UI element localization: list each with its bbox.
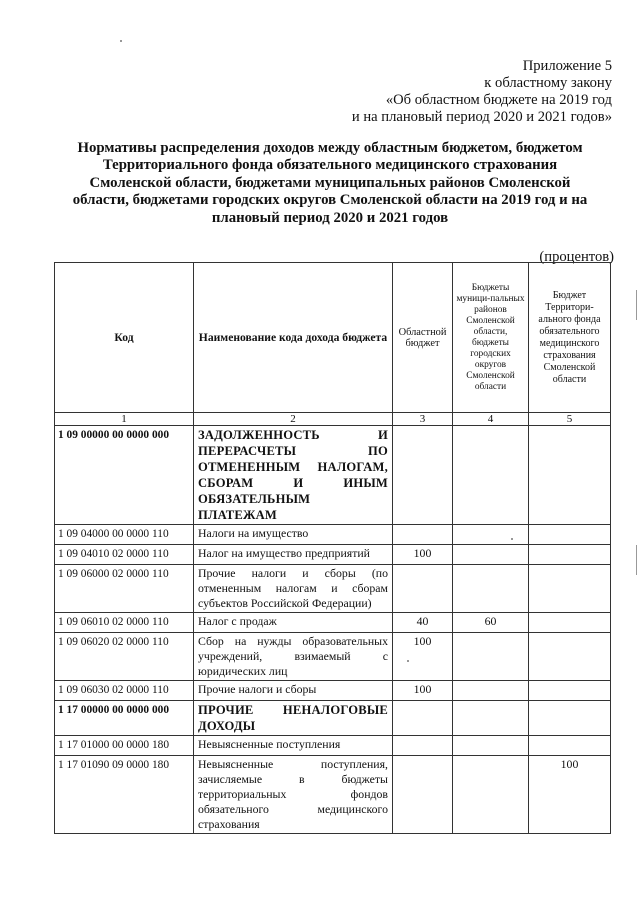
row-regional-value: 100 — [393, 681, 453, 701]
row-municipal-value — [453, 525, 529, 545]
appendix-line-3: «Об областном бюджете на 2019 год — [385, 92, 612, 108]
scan-speck — [120, 40, 122, 42]
column-number: 2 — [194, 413, 393, 426]
row-regional-value: 40 — [393, 613, 453, 633]
row-regional-value: 100 — [393, 545, 453, 565]
row-name: ЗАДОЛЖЕННОСТЬ И ПЕРЕРАСЧЕТЫ ПО ОТМЕНЕННЫМ НАЛОГАМ, СБОРАМ И ИНЫМ ОБЯЗАТЕЛЬНЫМ ПЛАТЕЖАМ — [194, 426, 393, 525]
table-row — [55, 633, 611, 681]
row-municipal-value: 60 — [453, 613, 529, 633]
row-name: Налоги на имущество — [194, 525, 393, 545]
row-fund-value — [529, 633, 611, 681]
row-code: 1 09 06010 02 0000 110 — [55, 613, 194, 633]
header-fund: Бюджет Территори-ального фонда обязательного медицинского страхования Смоленской области — [529, 263, 611, 413]
row-municipal-value — [453, 736, 529, 756]
table-row — [55, 736, 611, 756]
appendix-line-2: к областному закону — [484, 75, 612, 91]
table-row — [55, 756, 611, 834]
row-name: Прочие налоги и сборы (по отмененным налогам и сборам субъектов Российской Федерации) — [194, 565, 393, 613]
scan-speck — [511, 538, 513, 540]
table-row — [55, 681, 611, 701]
row-municipal-value — [453, 701, 529, 736]
row-code: 1 17 01000 00 0000 180 — [55, 736, 194, 756]
row-code: 1 09 06030 02 0000 110 — [55, 681, 194, 701]
row-fund-value — [529, 525, 611, 545]
row-regional-value — [393, 736, 453, 756]
row-code: 1 09 06020 02 0000 110 — [55, 633, 194, 681]
row-name: Сбор на нужды образовательных учреждений, взимаемый с юридических лиц — [194, 633, 393, 681]
row-municipal-value — [453, 681, 529, 701]
title-line-2: Территориального фонда обязательного медицинского страхования — [102, 157, 558, 174]
row-regional-value — [393, 565, 453, 613]
row-municipal-value — [453, 545, 529, 565]
unit-label: (процентов) — [539, 249, 614, 265]
table-row — [55, 525, 611, 545]
row-code: 1 17 00000 00 0000 000 — [55, 701, 194, 736]
row-municipal-value — [453, 633, 529, 681]
appendix-line-4: и на плановый период 2020 и 2021 годов» — [351, 109, 612, 125]
row-municipal-value — [453, 756, 529, 834]
header-code: Код — [55, 263, 194, 413]
title-line-5: плановый период 2020 и 2021 годов — [211, 209, 449, 226]
table-row — [55, 565, 611, 613]
header-name: Наименование кода дохода бюджета — [194, 263, 393, 413]
scan-speck — [407, 660, 409, 662]
row-regional-value: 100 — [393, 633, 453, 681]
row-name: Прочие налоги и сборы — [194, 681, 393, 701]
row-code: 1 09 00000 00 0000 000 — [55, 426, 194, 525]
row-fund-value — [529, 613, 611, 633]
column-number: 4 — [453, 413, 529, 426]
column-number-row — [55, 413, 611, 426]
scan-edge-mark — [636, 545, 637, 575]
row-regional-value — [393, 525, 453, 545]
row-code: 1 09 06000 02 0000 110 — [55, 565, 194, 613]
column-number: 5 — [529, 413, 611, 426]
revenue-distribution-table — [54, 262, 611, 834]
row-regional-value — [393, 756, 453, 834]
row-fund-value — [529, 565, 611, 613]
title-line-1: Нормативы распределения доходов между областным бюджетом, бюджетом — [77, 140, 583, 156]
row-code: 1 17 01090 09 0000 180 — [55, 756, 194, 834]
table-row — [55, 701, 611, 736]
row-name: ПРОЧИЕ НЕНАЛОГОВЫЕ ДОХОДЫ — [194, 701, 393, 736]
row-regional-value — [393, 426, 453, 525]
row-name: Налог с продаж — [194, 613, 393, 633]
row-fund-value — [529, 426, 611, 525]
table-row — [55, 545, 611, 565]
title-line-3: Смоленской области, бюджетами муниципальных районов Смоленской — [89, 174, 571, 191]
header-regional: Областной бюджет — [393, 263, 453, 413]
column-number: 3 — [393, 413, 453, 426]
table-row — [55, 426, 611, 525]
row-fund-value — [529, 545, 611, 565]
row-name: Невыясненные поступления, зачисляемые в бюджеты территориальных фондов обязательного медицинского страхования — [194, 756, 393, 834]
row-regional-value — [393, 701, 453, 736]
row-municipal-value — [453, 426, 529, 525]
document-title — [56, 140, 604, 227]
row-code: 1 09 04000 00 0000 110 — [55, 525, 194, 545]
row-fund-value — [529, 736, 611, 756]
table-row — [55, 613, 611, 633]
row-fund-value: 100 — [529, 756, 611, 834]
appendix-header — [282, 58, 612, 126]
row-municipal-value — [453, 565, 529, 613]
row-name: Налог на имущество предприятий — [194, 545, 393, 565]
row-fund-value — [529, 701, 611, 736]
appendix-line-1: Приложение 5 — [522, 58, 612, 74]
header-municipal: Бюджеты муници-пальных районов Смоленской области, бюджеты городских округов Смоленской области — [453, 263, 529, 413]
header-row — [55, 263, 611, 413]
row-code: 1 09 04010 02 0000 110 — [55, 545, 194, 565]
title-line-4: области, бюджетами городских округов Смоленской области на 2019 год и на — [72, 192, 588, 209]
scan-edge-mark — [636, 290, 637, 320]
row-name: Невыясненные поступления — [194, 736, 393, 756]
row-fund-value — [529, 681, 611, 701]
column-number: 1 — [55, 413, 194, 426]
